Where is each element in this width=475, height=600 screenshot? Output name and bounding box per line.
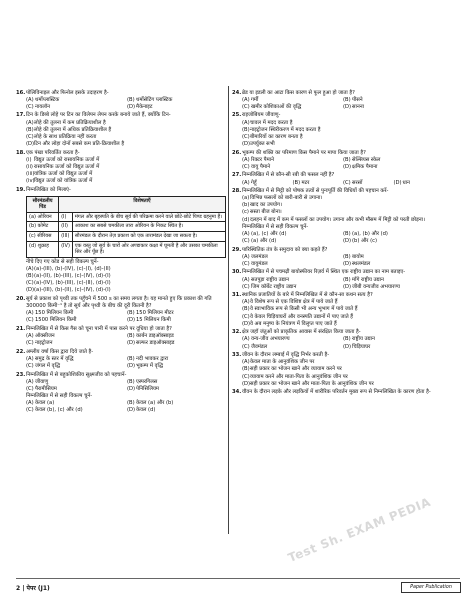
q33-option-c[interactable]: (C) व्यायाम करने और माता-पिता के आनुवंशिक जीन पर (242, 373, 348, 380)
q19-match-table (26, 196, 226, 258)
watermark: Test Sh. EXAM PEDIA (286, 494, 433, 565)
q26-option-c[interactable]: (C) वायु पैमाने (242, 163, 271, 170)
q20-option-d[interactable]: (D) 15 मिलियन किमी (127, 317, 171, 324)
q29-option-c[interactable]: (C) वायुमंडल (242, 260, 268, 267)
q27-option-c[interactable]: (C) सरसों (343, 179, 363, 186)
q23-options (26, 379, 228, 393)
q23-option-b[interactable]: (B) एस्परगिलस (127, 378, 158, 385)
q33-option-a[interactable]: (A) केवल माता के आनुवंशिक जीन पर (242, 359, 315, 366)
q28-option-a[interactable]: (A) (a), (c) और (d) (242, 230, 287, 237)
q25-option-a[interactable]: (A) चावल में मदद करता है (242, 119, 293, 126)
question-22: 22. अम्लीय वर्षा किस द्वारा दिये जाते है- (16, 348, 94, 355)
q29-option-a[interactable]: (A) जलमंडल (242, 253, 268, 260)
q23-option-a[interactable]: (A) जीवाणु (26, 378, 49, 385)
q23b-options (26, 400, 228, 414)
q28-option-b[interactable]: (B) (a), (b) और (d) (343, 230, 388, 237)
q29-option-b[interactable]: (B) बायोम (343, 253, 364, 260)
q22-option-c[interactable]: (C) जंगल में वृद्धि (26, 362, 61, 369)
question-33: 33. जीवन के दौरान लम्बाई में वृद्धि निर्भर करती है- (232, 352, 330, 359)
q28-sub-instruction: निम्नलिखित में से सही विकल्प चुनें- (242, 223, 309, 230)
q23-sub-instruction: निम्नलिखित में से सही विकल्प चुनें- (26, 392, 93, 399)
q17-option-a[interactable]: (A) लोहे की तुलना में कम प्रतिक्रियाशील है (26, 119, 106, 126)
q21-options (26, 333, 228, 347)
q28-option-d[interactable]: (D) (b) और (c) (343, 237, 377, 244)
question-16: 16. पोलिविनाइल और फिनोल इसके उदाहरण है- (16, 89, 109, 96)
q16-option-b[interactable]: (B) थर्मोसेटिंग प्लास्टिक (127, 96, 173, 103)
q33-option-d[interactable]: (D) सही प्रकार का भोजन खाने और माता-पिता के आनुवंशिक जीन पर (242, 380, 374, 387)
table-row: (c) सीरियस (III) सौरमंडल के दौरान तेज़ प्रकाश को एक तारामंडल देखा जा सकता है। (27, 232, 226, 242)
q18-option-i[interactable]: (i) विद्युत ऊर्जा को रासायनिक ऊर्जा में (26, 156, 100, 163)
q19-option-b[interactable]: (B) (a)-(II), (b)-(III), (c)-(IV), (d)-(I) (26, 273, 111, 280)
q18-option-ii[interactable]: (ii) रासायनिक ऊर्जा को विद्युत ऊर्जा में (26, 163, 100, 170)
footer-rule (16, 578, 460, 579)
left-column (16, 88, 228, 414)
q20-option-c[interactable]: (C) 1500 मिलियन किमी (26, 317, 77, 324)
question-23: 23. निम्नलिखित में से बहुकोशिकीय सूक्ष्मजीव को पहचानें- (16, 371, 127, 378)
q16-options (26, 97, 228, 111)
q30-option-a[interactable]: (A) सतपुड़ा राष्ट्रीय उद्यान (242, 276, 290, 283)
q20-option-b[interactable]: (B) 150 मिलियन मीटर (127, 310, 174, 317)
q24-options (242, 97, 444, 111)
question-20: 20. सूर्य से प्रकाश को पृथ्वी तक पहुँचने में 500 s का समय लगता है। यह मानते हुए कि प्रकाश की गति 300000 किमी⁻¹ है तो सूर्य और पृथ्वी के बीच की दूरी कितनी है? (16, 295, 212, 309)
q16-option-c[interactable]: (C) नायलॉन (26, 103, 50, 110)
q21-option-b[interactable]: (B) कार्बन डाइऑक्साइड (127, 332, 174, 339)
q21-option-d[interactable]: (D) सल्फर डाइऑक्साइड (127, 340, 175, 347)
question-34: 34. यौवन के दौरान लड़के और लड़कियों में शारीरिक परिवर्तन मुख्य रूप से निम्नलिखित के कारण होता है- (232, 389, 431, 396)
q29-options (242, 254, 444, 268)
q18-option-iii[interactable]: (iii) यांत्रिक ऊर्जा को विद्युत ऊर्जा में (26, 170, 93, 177)
q22-option-a[interactable]: (A) समुद्र के स्तर में वृद्धि (26, 355, 74, 362)
q29-option-d[interactable]: (D) स्थलमंडल (343, 260, 371, 267)
q26-options (242, 157, 444, 171)
table-row: (a) ओरियन (I) मंगल और बृहस्पति के बीच सूर्य की परिक्रमा करने वाले छोटे-छोटे पिण्ड ग्रहनुमा हैं। (27, 212, 226, 222)
page-number: 2 | पेपर (J1) (16, 585, 50, 592)
q25-option-d[interactable]: (D) उपर्युक्त सभी (242, 140, 275, 147)
q31-option-d[interactable]: (D) वे अब मनुष्य के नियंत्रण में विलुप्त पाए जाते हैं (242, 320, 337, 327)
q27-option-a[interactable]: (A) गेहूँ (242, 179, 257, 186)
q16-option-a[interactable]: (A) थर्मोप्लास्टिक (26, 96, 60, 103)
q33-option-b[interactable]: (B) सही प्रकार का भोजन खाने और व्यायाम करने पर (242, 366, 342, 373)
q28-options (242, 231, 444, 245)
q17-option-c[interactable]: (C) लोहे के साथ प्रतिक्रिया नहीं करता (26, 133, 97, 140)
q32-options (242, 336, 444, 350)
q25-option-c[interactable]: (C) बीमारियों का कारण बनता है (242, 133, 303, 140)
q18-option-iv[interactable]: (iv) विद्युत ऊर्जा को यांत्रिक ऊर्जा में (26, 177, 93, 184)
table-row: (b) कोमेट (II) आकाश का सबसे चमकीला तारा ओरियन के निकट स्थित है। (27, 222, 226, 232)
match-header-body: सौरमंडलीय पिंड (27, 196, 59, 212)
q19-option-a[interactable]: (A) (a)-(III), (b)-(IV), (c)-(I), (d)-(II) (26, 265, 111, 272)
q31-option-a[interactable]: (A) वे विशेष रूप से एक विशिष्ट क्षेत्र में पाये जाते हैं (242, 299, 338, 306)
q22-option-b[interactable]: (B) नदी भावकर द्वारा (127, 355, 169, 362)
question-30: 30. निम्नलिखित में से पचमढ़ी बायोस्फीयर रिज़र्व में स्थित एक राष्ट्रीय उद्यान का नाम बताइए- (232, 269, 406, 276)
q22-option-d[interactable]: (D) भूकम्प में वृद्धि (127, 362, 164, 369)
question-27: 27. निम्नलिखित में से कौन-सी रबी की फसल नहीं है? (232, 172, 335, 179)
q30-option-c[interactable]: (C) जिम कॉर्बेट राष्ट्रीय उद्यान (242, 283, 297, 290)
publisher-badge: Paper Publication (401, 582, 461, 593)
q20-option-a[interactable]: (A) 150 मिलियन किमी (26, 310, 74, 317)
q23-option-c[interactable]: (C) पैरामीसियम (26, 385, 57, 392)
q24-option-c[interactable]: (C) खमीर कोशिकाओं की वृद्धि (242, 103, 302, 110)
q17-option-b[interactable]: (B) लोहे की तुलना में अधिक प्रतिक्रियाशील है (26, 126, 112, 133)
q26-option-b[interactable]: (B) सेल्सियस स्केल (343, 156, 381, 163)
q28-statement-c: (c) सस्ता बीज बोना। (242, 209, 282, 216)
right-column (232, 88, 444, 396)
q27-options (242, 180, 444, 187)
question-17: 17. टिन के डिब्बे लोहे पर टिन का विलेपन लेपन करके बनाये जाते हैं, क्योंकि टिन- (16, 112, 171, 119)
q27-option-d[interactable]: (D) धान (393, 179, 410, 186)
q32-option-a[interactable]: (A) वन्य-जीव अभयारण्य (242, 336, 290, 343)
q24-option-a[interactable]: (A) गर्मी (242, 96, 259, 103)
question-29: 29. पारिस्थितिक तंत्र के समुदाय को क्या कहते हैं? (232, 246, 328, 253)
q30-option-b[interactable]: (B) माँगे राष्ट्रीय उद्यान (343, 276, 384, 283)
q28-statement-d: (d) दलहन में बाद में कम में फसलों का उपयोग। उगाना और कभी मौसम में मिट्टी को परती छोड़ना। (242, 216, 425, 223)
question-25: 25. राइजोबियम जीवाणु- (232, 112, 281, 119)
column-divider (228, 86, 229, 534)
match-header-feature: विशेषताएँ (59, 196, 226, 212)
q27-option-b[interactable]: (B) मटर (292, 179, 310, 186)
q24-option-d[interactable]: (D) सानना (343, 103, 364, 110)
q21-option-c[interactable]: (C) नाइट्रोजन (26, 340, 53, 347)
q23b-option-d[interactable]: (D) केवल (d) (127, 407, 156, 414)
q32-option-c[interactable]: (C) जैवमंडल (242, 343, 268, 350)
q25-option-b[interactable]: (B) नाइट्रोजन स्थिरीकरण में मदद करता है (242, 126, 321, 133)
q31-option-b[interactable]: (B) वे स्वाभाविक रूप से किसी भी अन्य भूभाग में पाये जाते हैं (242, 306, 358, 313)
q23b-option-c[interactable]: (C) केवल (b), (c) और (d) (26, 407, 83, 414)
q30-options (242, 277, 444, 291)
q23-option-d[interactable]: (D) पेनिसिलियम (127, 385, 159, 392)
question-19: 19. निम्नलिखित को मिलाएं- (16, 186, 71, 193)
q32-option-b[interactable]: (B) राष्ट्रीय उद्यान (343, 336, 375, 343)
q26-option-d[interactable]: (D) क्षमिक पैमाना (343, 163, 378, 170)
q28-option-c[interactable]: (C) (a) और (d) (242, 237, 277, 244)
q20-options (26, 310, 228, 324)
q16-option-d[interactable]: (D) मैकेनाइट (127, 103, 153, 110)
table-row: (d) शुक्राह (IV) एक वस्तु जो सूर्य के चारों ओर अण्डाकार कक्षा में घूमती है और उसका चमकीला सिर और पूँछ है। (27, 241, 226, 257)
q30-option-d[interactable]: (D) जीबी वन्यजीव अभयारण्य (343, 283, 400, 290)
question-28: 28. निम्नलिखित में से मिट्टी को पोषक तत्वों से पुनःपूर्ति की विधियों की पहचान करें- (232, 188, 389, 195)
q31-option-c[interactable]: (C) वे केवल चिड़ियाघरों और वनस्पति उद्यानों में पाए जाते हैं (242, 313, 354, 320)
q24-option-b[interactable]: (B) पीसने (343, 96, 363, 103)
question-18: 18. एक पंखा परिवर्तित करता है- (16, 149, 80, 156)
q19-option-d[interactable]: (D) (a)-(III), (b)-(II), (c)-(IV), (d)-(I) (26, 287, 111, 294)
q32-option-d[interactable]: (D) चिड़ियाघर (343, 343, 371, 350)
question-21: 21. निम्नलिखित में से किस गैस को चूना पानी में पास करने पर दूधिया हो जाता है? (16, 325, 172, 332)
q28-statement-a: (a) विभिन्न फसलों को बारी-बारी से उगाना। (242, 195, 323, 202)
q19-option-c[interactable]: (C) (a)-(IV), (b)-(III), (c)-(II), (d)-(I) (26, 280, 111, 287)
question-26: 26. भूकम्प की शक्ति का परिमाण किस पैमाने पर मापा किया जाता है? (232, 149, 366, 156)
q22-options (26, 356, 228, 370)
question-31: 31. स्थानिक प्रजातियों के बारे में निम्नलिखित में से कौन-सा कथन सत्य है? (232, 292, 373, 299)
q21-option-a[interactable]: (A) ऑक्सीजन (26, 332, 55, 339)
q17-option-d[interactable]: (D) टिन और लोहा दोनों सबसे कम प्रति-क्रियाशील है (26, 140, 125, 147)
q28-statement-b: (b) खाद का उपयोग। (242, 202, 282, 209)
question-32: 32. क्षेत्र जहाँ जंतुओं को प्राकृतिक आवास में संरक्षित किया जाता है- (232, 329, 361, 336)
q26-option-a[interactable]: (A) रिक्टर पैमाने (242, 156, 274, 163)
question-24: 24. ब्रेड या इडली का आटा किस कारण से फूल हुआ हो जाता है? (232, 89, 355, 96)
q23b-option-b[interactable]: (B) केवल (a) और (b) (127, 400, 174, 406)
q23b-option-a[interactable]: (A) केवल (a) (26, 400, 55, 406)
q19-code-instruction: नीचे दिए गए कोड से सही विकल्प चुनें- (26, 258, 99, 265)
